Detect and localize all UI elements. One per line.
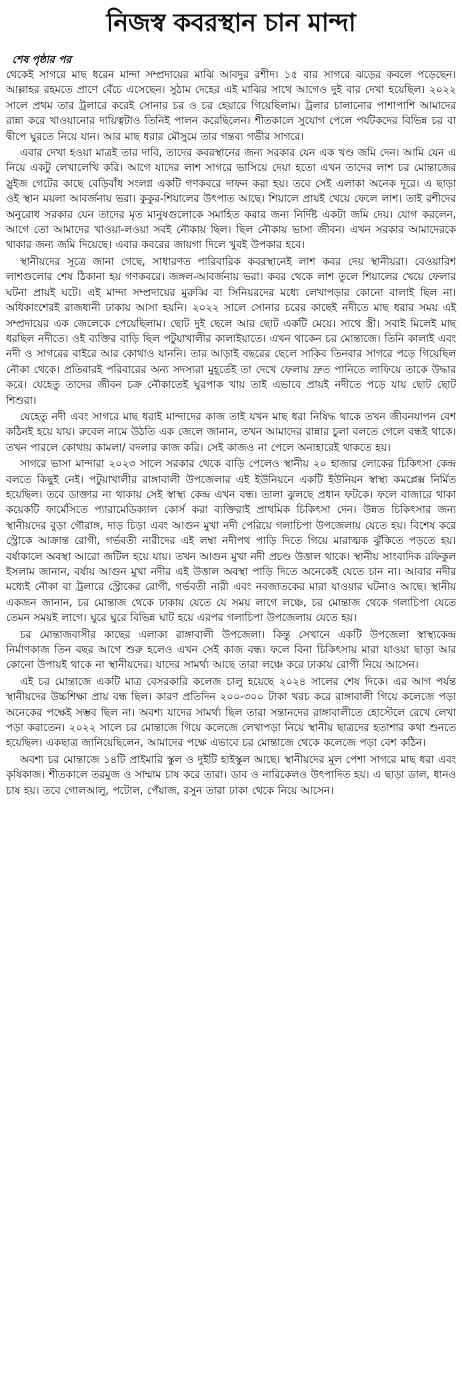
paragraph-5: সাগরে ভাসা মান্দারা ২০২৩ সালে সরকার থেকে বাড়ি পেলেও স্থানীয় ২০ হাজার লোকের চিকিৎসা কেন্দ্র বলতে কিছুই নেই। পটুয়াখালীর রাঙ্গাবালী উপজেলার এই ইউনিয়নে একটি ইউনিয়ন স্বাস্থ্য কমপ্লেক্স নির্মিত হয়েছিল। তবে ডাক্তার না থাকায় সেই স্বাস্থ্য কেন্দ্র এখন বন্ধ। তালা ঝুলছে প্রধান ফটকে। ফলে বাজারে থাকা কয়েকটি ফার্মেসিতে প্যারামেডিক্যাল কোর্স করা ব্যক্তিরাই প্রাথমিক চিকিৎসা দেন। উন্নত চিকিৎসার জন্য স্থানীয়দের বুড়া গৌরাঙ্গ, দাড় চিড়া এবং আগুন মুখা নদী পেরিয়ে গলাচিপা উপজেলায় যেতে হয়। বিশেষ করে স্ট্রোকে আক্রান্ত রোগী, গর্ভবতী নারীদের এই লম্বা নদীপথ পাড়ি দিতে গিয়ে মারাত্মক ঝুঁকিতে পড়তে হয়। বর্ষাকালে অবস্থা আরো জটিল হয়ে যায়। তখন আগুন মুখা নদী প্রচণ্ড উত্তাল থাকে। স্থানীয় সাংবাদিক রফিকুল ইসলাম জানান, বর্ষায় আগুন মুখা নদীর এই উত্তাল অবস্থা পাড়ি দিতে অনেকেই যেতে চান না। আবার নদীর মধ্যেই নৌকা বা ট্রলারে স্ট্রোকের রোগী, গর্ভবতী নারী এবং নবজাতকের মারা যাওয়ার ঘটনাও আছে। স্থানীয় একজন জানান, চর মোন্তাজ থেকে ঢাকায় যেতে যে সময় লাগে লঞ্চে, চর মোন্তাজ থেকে গলাচিপা যেতে তেমন সময়ই লাগে। ঘুরে ঘুরে বিভিন্ন ঘাট হয়ে এরপর গলাচিপা উপজেলায় যেতে হয়। — [6, 458, 456, 625]
article-body — [6, 68, 456, 799]
paragraph-7: এই চর মোন্তাজে একটি মাত্র বেসরকারি কলেজ চালু হয়েছে ২০২৪ সালের শেষ দিকে। এর আগ পর্যন্ত স্থানীয়দের উচ্চশিক্ষা প্রায় বন্ধ ছিল। কারণ প্রতিদিন ২০০-৩০০ টাকা খরচ করে রাঙ্গাবালী গিয়ে কলেজে পড়া অনেকের পক্ষেই সম্ভব ছিল না। অবশ্য যাদের সামর্থ্য ছিল তারা সন্তানদের রাঙ্গাবালীতে হোস্টেলে রেখে লেখা পড়া করাতেন। ২০২২ সালে চর মোন্তাজে গিয়ে কলেজে লেখাপড়া নিয়ে স্থানীয় ছাত্রদের হতাশার কথা শুনতে হয়েছিল। একছাত্র জানিয়েছিলেন, আমাদের পক্ষে এভাবে চর মোন্তাজে থেকে কলেজে পড়া বেশ কঠিন। — [6, 675, 456, 750]
paragraph-4: যেহেতু নদী এবং সাগরে মাছ ধরাই মান্দাদের কাজ তাই যখন মাছ ধরা নিষিদ্ধ থাকে তখন জীবনযাপন বেশ কঠিনই হয়ে যায়। রুবেল নামে উঠতি এক জেলে জানান, তখন আমাদের রান্নার চুলা বলতে গেলে বন্ধই থাকে। তখন পারলে কোথায় কামলা/ বদলার কাজ করি। সেই কাজও না পেলে অনাহারেই থাকতে হয়। — [6, 410, 456, 454]
headline: নিজস্ব কবরস্থান চান মান্দা — [106, 8, 356, 37]
paragraph-2: এবার দেখা হওয়া মাত্রই তার দাবি, তাদের কবরস্থানের জন্য সরকার যেন এক খণ্ড জমি দেন। আমি যেন এ নিয়ে একটু লেখালেখি করি। আগে যাদের লাশ সাগরে ভাসিয়ে দেয়া হতো এখন তাদের লাশ চর মোন্তাজের স্লুইজ গেটের কাছে বেড়িবাঁধ সংলগ্ন একটি গণকবরে দাফন করা হয়। তবে সেই এলাকা অনেক দূরে। এ ছাড়া ওই স্থান ময়লা আবর্জনায় ভরা। কুকুর-শিয়ালের উৎপাত আছে। শিয়ালে প্রায়ই খেয়ে ফেলে লাশ। তাই রশীদের অনুরোধ সরকার যেন তাদের মৃত মানুষগুলোকে সমাহিত করার জন্য নির্দিষ্ট একটা জমি দেয়। যোগ করলেন, আগে তো আমাদের খাওয়া-লওয়া সবই নৌকায় ছিল। ছিল নৌকায় ভাসা জীবন। এখন সরকার আমাদেরকে থাকার জন্য জমি দিয়েছে। এবার কবরের জায়গা দিলে খুবই উপকার হবে। — [6, 147, 456, 252]
paragraph-6: চর মোন্তাজবাসীর কাছের এলাকা রাঙ্গাবালী উপজেলা। কিন্তু সেখানে একটি উপজেলা স্বাস্থ্যকেন্দ্র নির্মাণকাজ তিন বছর আগে শুরু হলেও এখন সেই কাজ বন্ধ। ফলে বিনা চিকিৎসায় মারা যাওয়া ছাড়া আর কোনো উপায়ই থাকে না স্থানীয়দের। যাদের সামর্থ্য আছে তারা লঞ্চে করে ঢাকায় রোগী নিয়ে আসেন। — [6, 628, 456, 672]
paragraph-8: অবশ্য চর মোন্তাজে ১৪টি প্রাইমারি স্কুল ও দুইটি হাইস্কুল আছে। স্থানীয়দের মূল পেশা সাগরে মাছ ধরা এবং কৃষিকাজ। শীতকালে তরমুজ ও সাম্মাম চাষ করে তারা। ডাব ও নারিকেলও উৎপাদিত হয়। এ ছাড়া ডাল, ধানও চাষ হয়। তবে গোলআলু, পটোল, পেঁয়াজ, রসুন তারা ঢাকা থেকে নিয়ে আসেন। — [6, 753, 456, 797]
paragraph-3: স্থানীয়দের সূত্রে জানা গেছে, সাধারণত পারিবারিক কবরস্থানেই লাশ কবর দেয় স্থানীয়রা। বেওয়ারিশ লাশগুলোর শেষ ঠিকানা হয় গণকবরে। জঙ্গল-আবর্জনায় ভরা। কবর থেকে লাশ তুলে শিয়ালের খেয়ে ফেলার ঘটনা প্রায়ই ঘটে। এই মান্দা সম্প্রদায়ের মুরুব্বি বা সিনিয়রদের মধ্যে লেখাপড়ার কোনো বালাই ছিল না। অধিকাংশেরই রাজধানী ঢাকায় আসা হয়নি। ২০২২ সালে সোনার চরের কাছেই নদীতে মাছ ধরার সময় এই সম্প্রদায়ের এক জেলেকে পেয়েছিলাম। ছোট দুই ছেলে আর ছোট একটি মেয়ে। সাথে স্ত্রী। সবাই মিলেই মাছ ধরছিল নদীতে। ওই ব্যক্তির বাড়ি ছিল পটুয়াখালীর কালাইয়াতে। এখন থাকেন চর মোন্তাজে। তিনি কালাই এবং নদী ও সাগরের বাইরে আর কোথাও যাননি। তার আড়াই বছরের ছেলে সাকিব তিনবার সাগরে পড়ে গিয়েছিল নৌকা থেকে। প্রতিবারই পরিবারের অন্য সদস্যরা মুহূর্তেই তা দেখে ফেলায় দ্রুত পানিতে লাফিয়ে তাকে উদ্ধার করে। যেহেতু তাদের জীবন চক্র নৌকাতেই ঘুরপাক খায় তাই এভাবে প্রায়ই নদীতে পড়ে যায় ছোট ছোট শিশুরা। — [6, 255, 456, 407]
paragraph-1: থেকেই সাগরে মাছ ধরেন মান্দা সম্প্রদায়ের মাঝি আবদুর রশীদ। ১৫ বার সাগরে ঝড়ের কবলে পড়েছেন। আল্লাহর রহমতে প্রাণে বেঁচে এসেছেন। সুঠাম দেহের এই মাঝির সাথে আগেও দুই বার দেখা হয়েছিল। ২০২২ সালে প্রথম তার ট্রলারে করেই সোনার চর ও চর হেয়ারে গিয়েছিলাম। ট্রলার চালানোর পাশাপাশি আমাদের রান্না করে খাওয়ানোর দায়িত্বটাও তিনিই পালন করেছিলেন। শীতকালে সুযোগ পেলে পর্যটকদের বিভিন্ন চর বা দ্বীপে ঘুরতে নিয়ে যান। আর মাছ ধরার মৌসুমে তার গন্তব্য গভীর সাগরে। — [6, 69, 456, 143]
continuation-kicker: শেষ পৃষ্ঠার পর — [12, 54, 72, 66]
